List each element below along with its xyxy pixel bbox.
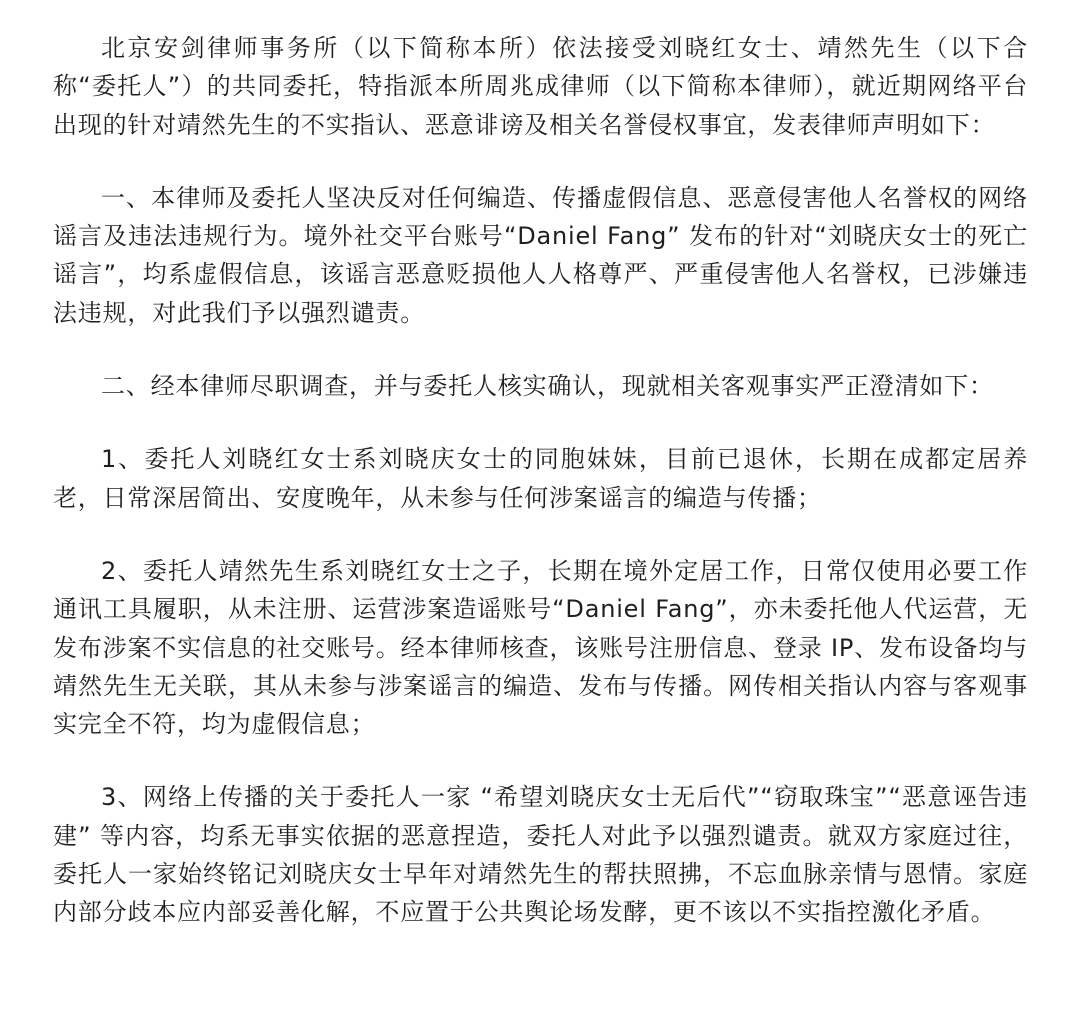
section-two-heading: 二、经本律师尽职调查，并与委托人核实确认，现就相关客观事实严正澄清如下：: [101, 372, 994, 401]
clarification-item-1: 1、委托人刘晓红女士系刘晓庆女士的同胞妹妹，目前已退休，长期在成都定居养老，日常深居简出、安度晚年，从未参与任何涉案谣言的编造与传播；: [53, 445, 1028, 512]
section-one-paragraph: 一、本律师及委托人坚决反对任何编造、传播虚假信息、恶意侵害他人名誉权的网络谣言及违法违规行为。境外社交平台账号“Daniel Fang” 发布的针对“刘晓庆女士的死亡谣言”，均系虚假信息，该谣言恶意贬损他人人格尊严、严重侵害他人名誉权，已涉嫌违法违规，对此我们予以强烈谴责。: [53, 183, 1028, 327]
clarification-item-3: 3、网络上传播的关于委托人一家 “希望刘晓庆女士无后代”“窃取珠宝”“恶意诬告违建” 等内容，均系无事实依据的恶意捏造，委托人对此予以强烈谴责。就双方家庭过往，委托人一家始终铭记刘晓庆女士早年对靖然先生的帮扶照拂，不忘血脉亲情与恩情。家庭内部分歧本应内部妥善化解，不应置于公共舆论场发酵，更不该以不实指控激化矛盾。: [53, 783, 1028, 927]
intro-paragraph: 北京安剑律师事务所（以下简称本所）依法接受刘晓红女士、靖然先生（以下合称“委托人”）的共同委托，特指派本所周兆成律师（以下简称本律师），就近期网络平台出现的针对靖然先生的不实指认、恶意诽谤及相关名誉侵权事宜，发表律师声明如下：: [53, 34, 1028, 139]
clarification-item-2: 2、委托人靖然先生系刘晓红女士之子，长期在境外定居工作，日常仅使用必要工作通讯工具履职，从未注册、运营涉案造谣账号“Daniel Fang”，亦未委托他人代运营，无发布涉案不实信息的社交账号。经本律师核查，该账号注册信息、登录 IP、发布设备均与靖然先生无关联，其从未参与涉案谣言的编造、发布与传播。网传相关指认内容与客观事实完全不符，均为虚假信息；: [53, 556, 1028, 739]
